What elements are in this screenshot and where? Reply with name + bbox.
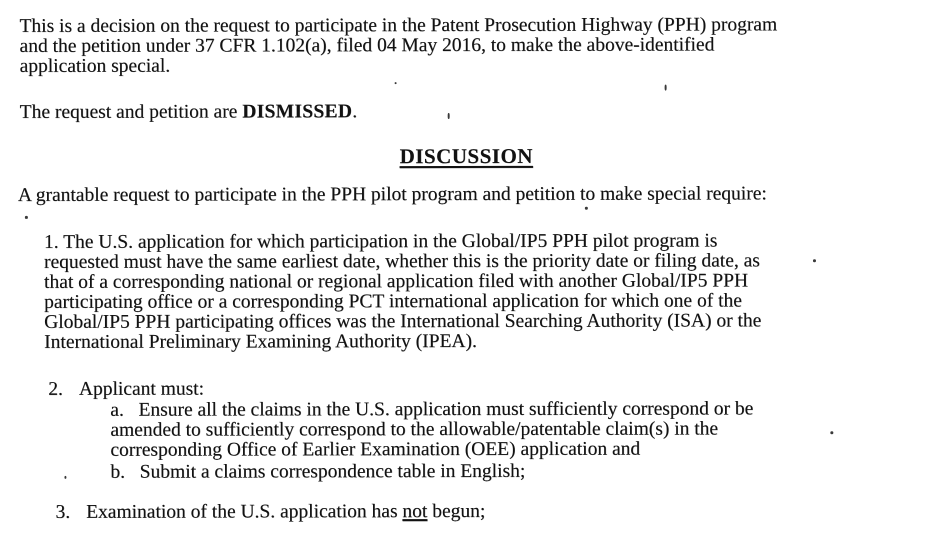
list-item-2-number: 2. xyxy=(48,378,63,400)
scan-speck xyxy=(665,85,667,91)
list-item-2-label: Applicant must: xyxy=(78,378,205,400)
item-3-prefix: Examination of the U.S. application has xyxy=(86,501,403,523)
requirements-intro-paragraph: A grantable request to participate in the PPH pilot program and petition to make special require: xyxy=(17,183,767,206)
list-item-3-number: 3. xyxy=(55,501,71,523)
list-item-1: 1. The U.S. application for which participation in the Global/IP5 PPH pilot program is requested must have the same earliest date, whether this is the priority date or filing date, as that of a corresponding national or regional application filed with another Global/IP5 PPH participating office or a corresponding PCT international application for which one of the Global/IP5 PPH participating offices was the International Searching Authority (ISA) or the International Preliminary Examining Authority (IPEA). xyxy=(43,230,762,353)
list-item-3-text xyxy=(86,501,485,523)
scan-speck xyxy=(813,259,816,262)
scan-speck xyxy=(448,113,450,119)
item-3-underlined-word: not xyxy=(402,501,428,523)
discussion-heading xyxy=(0,143,933,169)
decision-paragraph xyxy=(20,101,933,123)
decision-suffix: . xyxy=(352,101,358,123)
list-subitem-b: b. Submit a claims correspondence table in English; xyxy=(110,460,526,483)
list-subitem-a: a. Ensure all the claims in the U.S. application must sufficiently correspond or be amended to sufficiently correspond to the allowable/patentable claim(s) in the corresponding Office of Earlier Examination (OEE) application and xyxy=(110,398,754,461)
scan-speck xyxy=(25,216,28,219)
intro-paragraph: This is a decision on the request to participate in the Patent Prosecution Highway (PPH) program and the petition under 37 CFR 1.102(a), filed 04 May 2016, to make the above-identified application special. xyxy=(19,14,778,77)
decision-prefix: The request and petition are xyxy=(19,101,243,123)
decision-emphasis: DISMISSED xyxy=(242,101,353,123)
list-item-3 xyxy=(55,501,933,523)
scan-speck xyxy=(64,476,66,479)
item-3-suffix: begun; xyxy=(427,500,486,523)
list-item-2 xyxy=(48,378,933,400)
scan-speck xyxy=(585,207,588,210)
discussion-heading-text: DISCUSSION xyxy=(399,143,533,169)
scan-speck xyxy=(395,82,397,84)
scan-speck xyxy=(830,431,833,434)
